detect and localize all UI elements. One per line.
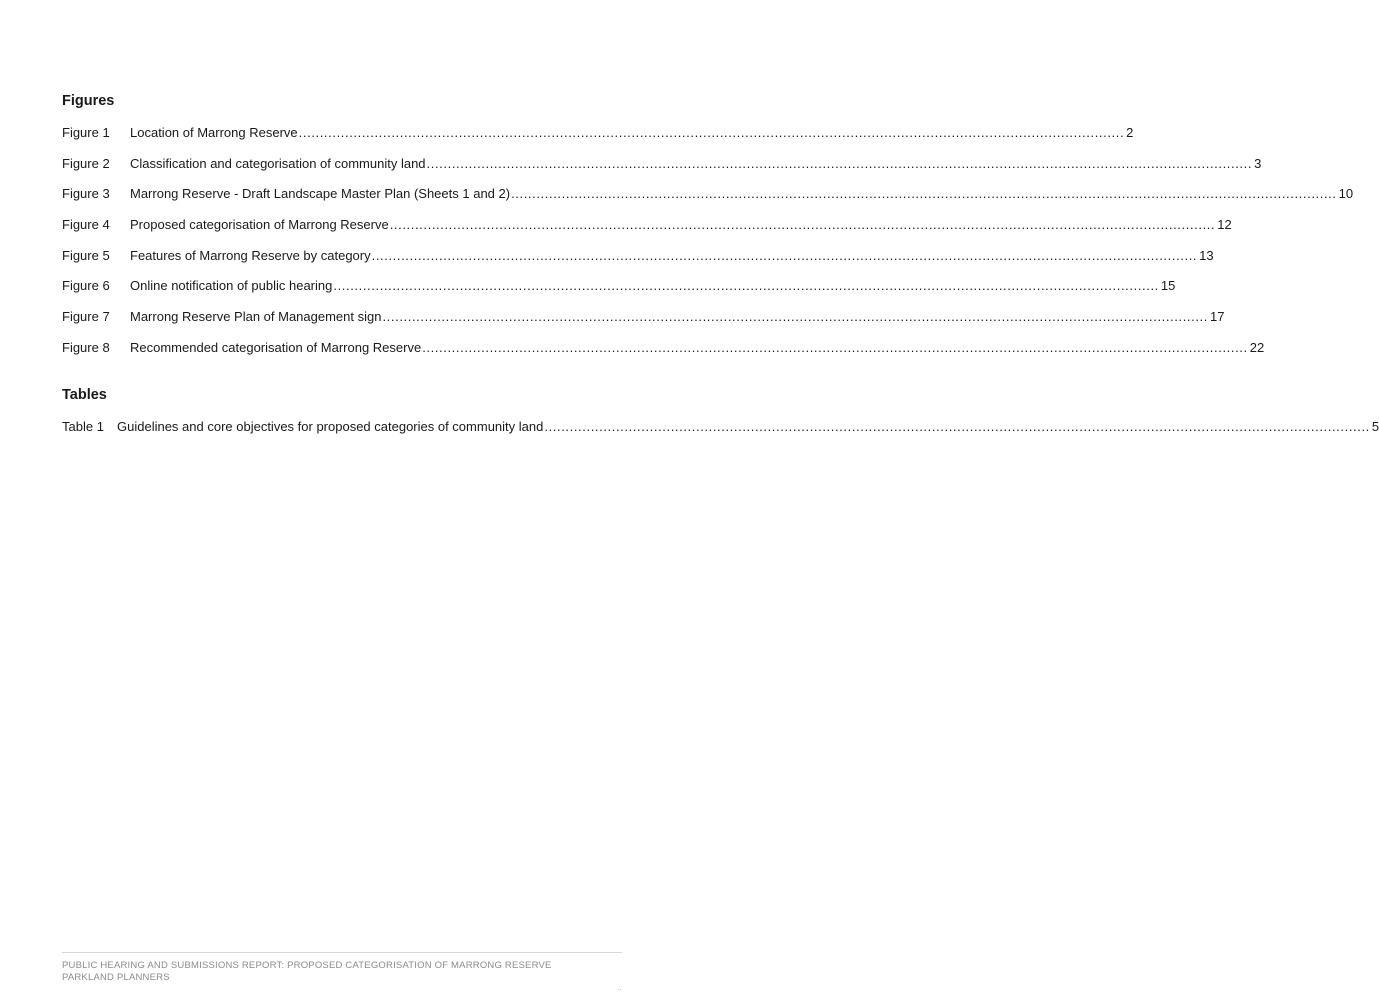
footer-organisation: PARKLAND PLANNERS bbox=[62, 972, 170, 983]
figure-entry-2[interactable] bbox=[62, 155, 1262, 187]
figure-label: Figure 8 bbox=[62, 339, 110, 355]
dot-leader bbox=[299, 125, 1125, 141]
figure-title: Marrong Reserve Plan of Management sign bbox=[130, 309, 382, 325]
figure-label: Figure 2 bbox=[62, 155, 110, 171]
figure-entry-6[interactable] bbox=[62, 278, 1176, 309]
figure-entry-4[interactable] bbox=[62, 217, 1232, 248]
figure-page-number: 12 bbox=[1217, 217, 1232, 233]
figure-label: Figure 6 bbox=[62, 278, 110, 294]
dot-leader bbox=[333, 278, 1159, 294]
figure-page-number: 22 bbox=[1249, 339, 1265, 355]
figure-page-number: 15 bbox=[1160, 278, 1176, 294]
figure-page-number: 13 bbox=[1199, 247, 1214, 263]
figure-label: Figure 1 bbox=[62, 125, 110, 140]
dot-leader bbox=[372, 248, 1198, 264]
dot-leader bbox=[422, 340, 1248, 356]
figure-page-number: 2 bbox=[1126, 125, 1134, 140]
figures-heading: Figures bbox=[62, 93, 115, 109]
figure-title: Features of Marrong Reserve by category bbox=[130, 247, 371, 263]
dot-leader bbox=[382, 309, 1208, 325]
footer-report-title: PUBLIC HEARING AND SUBMISSIONS REPORT: PROPOSED CATEGORISATION OF MARRONG RESERVE bbox=[62, 960, 552, 971]
figure-entry-7[interactable] bbox=[62, 309, 1225, 340]
footer-page-mark: .. bbox=[617, 983, 622, 992]
table-page-number: 5 bbox=[1371, 419, 1379, 434]
figure-entry-3[interactable] bbox=[62, 186, 1354, 217]
page-footer bbox=[62, 952, 622, 992]
figure-label: Figure 5 bbox=[62, 247, 110, 263]
figure-label: Figure 3 bbox=[62, 186, 110, 202]
figure-entry-8[interactable] bbox=[62, 339, 1265, 371]
figure-title: Classification and categorisation of community land bbox=[130, 155, 426, 171]
figure-label: Figure 7 bbox=[62, 309, 110, 325]
figure-title: Recommended categorisation of Marrong Reserve bbox=[130, 339, 422, 355]
figure-entry-1[interactable] bbox=[62, 125, 1134, 156]
dot-leader bbox=[390, 217, 1216, 233]
table-entry-1[interactable] bbox=[62, 419, 1379, 450]
figure-page-number: 17 bbox=[1209, 309, 1225, 325]
figure-page-number: 3 bbox=[1254, 155, 1262, 171]
figure-label: Figure 4 bbox=[62, 217, 110, 233]
figure-title: Location of Marrong Reserve bbox=[130, 125, 298, 140]
tables-heading: Tables bbox=[62, 387, 107, 403]
dot-leader bbox=[427, 156, 1253, 172]
figure-entry-5[interactable] bbox=[62, 247, 1214, 279]
figure-title: Online notification of public hearing bbox=[130, 278, 333, 294]
figure-title: Proposed categorisation of Marrong Reserve bbox=[130, 217, 389, 233]
dot-leader bbox=[511, 186, 1337, 202]
table-title: Guidelines and core objectives for proposed categories of community land bbox=[117, 419, 544, 434]
table-label: Table 1 bbox=[62, 419, 104, 434]
figure-title: Marrong Reserve - Draft Landscape Master Plan (Sheets 1 and 2) bbox=[130, 186, 511, 202]
figures-list bbox=[62, 125, 1354, 371]
figure-page-number: 10 bbox=[1338, 186, 1354, 202]
dot-leader bbox=[544, 419, 1370, 435]
tables-list bbox=[62, 419, 1379, 450]
